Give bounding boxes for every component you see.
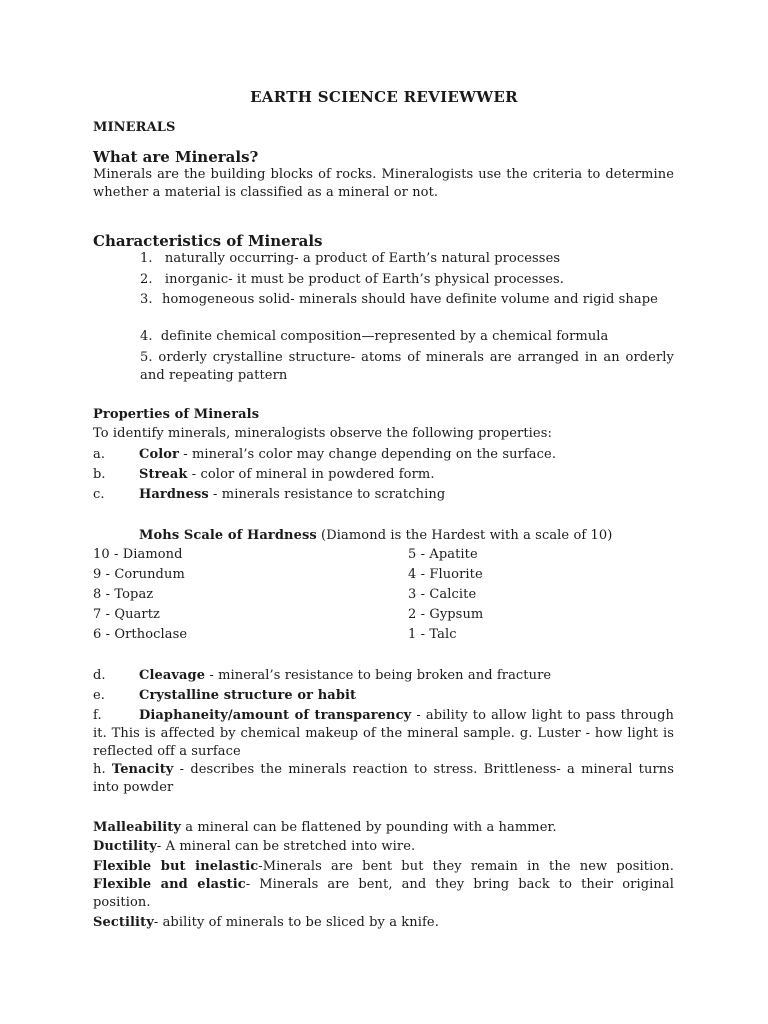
property-term: Hardness xyxy=(139,487,209,502)
term: Ductility xyxy=(93,839,157,854)
property-desc: - mineral’s color may change depending on the surface. xyxy=(178,447,557,462)
property-desc: - color of mineral in powdered form. xyxy=(187,467,435,482)
characteristic-item-1 xyxy=(140,250,560,268)
section-heading-minerals: MINERALS xyxy=(93,120,176,135)
property-desc: - mineral’s resistance to being broken and fracture xyxy=(205,668,552,683)
characteristic-item-5 xyxy=(140,349,674,385)
mohs-scale-heading xyxy=(139,527,612,545)
mohs-title: Mohs Scale of Hardness xyxy=(139,528,317,543)
property-f xyxy=(93,707,674,761)
mohs-left-3: 8 - Topaz xyxy=(93,587,154,602)
property-letter: f. xyxy=(93,708,102,723)
tenacity-ductility xyxy=(93,838,415,856)
property-letter: e. xyxy=(93,688,106,703)
item-number: 3. xyxy=(140,292,153,307)
item-text: inorganic- it must be product of Earth’s physical processes. xyxy=(164,272,565,287)
tenacity-sectility xyxy=(93,914,439,932)
property-c xyxy=(93,486,445,504)
property-term: Streak xyxy=(139,467,188,482)
property-d xyxy=(93,667,551,685)
property-desc: - ability to allow light to pass through it. This is affected by chemical makeup of the mineral sample. g. Luster - how light is reflected off a surface xyxy=(93,708,674,759)
item-number: 2. xyxy=(140,272,153,287)
property-term: Color xyxy=(139,447,179,462)
heading-characteristics: Characteristics of Minerals xyxy=(93,232,323,250)
item-number: 4. xyxy=(140,329,153,344)
property-letter: b. xyxy=(93,467,106,482)
item-text: definite chemical composition—represented by a chemical formula xyxy=(160,329,609,344)
property-letter: d. xyxy=(93,668,106,683)
term: Malleability xyxy=(93,820,182,835)
mohs-left-5: 6 - Orthoclase xyxy=(93,627,188,642)
characteristic-item-2 xyxy=(140,271,564,289)
heading-properties: Properties of Minerals xyxy=(93,407,260,422)
desc: - ability of minerals to be sliced by a knife. xyxy=(153,915,439,930)
characteristic-item-4 xyxy=(140,328,608,346)
mohs-right-5: 1 - Talc xyxy=(408,627,457,642)
mohs-left-4: 7 - Quartz xyxy=(93,607,160,622)
mohs-right-1: 5 - Apatite xyxy=(408,547,478,562)
desc: - Minerals are bent, and they bring back to their original position. xyxy=(93,877,674,910)
property-letter: a. xyxy=(93,447,106,462)
property-a xyxy=(93,446,556,464)
desc: - A mineral can be stretched into wire. xyxy=(156,839,416,854)
property-letter: c. xyxy=(93,487,105,502)
item-number: 1. xyxy=(140,251,153,266)
property-term: Cleavage xyxy=(139,668,206,683)
mohs-right-3: 3 - Calcite xyxy=(408,587,477,602)
properties-intro: To identify minerals, mineralogists observe the following properties: xyxy=(93,426,552,441)
property-term: Diaphaneity/amount of transparency xyxy=(139,708,412,723)
property-b xyxy=(93,466,435,484)
property-h xyxy=(93,761,674,797)
mohs-note: (Diamond is the Hardest with a scale of 10) xyxy=(316,528,613,543)
property-letter: h. xyxy=(93,762,106,777)
item-text: orderly crystalline structure- atoms of minerals are arranged in an orderly and repeating pattern xyxy=(140,350,674,383)
property-desc: - minerals resistance to scratching xyxy=(208,487,446,502)
term: Flexible and elastic xyxy=(93,877,246,892)
tenacity-flexible xyxy=(93,858,674,912)
property-desc: - describes the minerals reaction to stress. Brittleness- a mineral turns into powder xyxy=(93,762,674,795)
tenacity-malleability xyxy=(93,819,557,837)
characteristic-item-3 xyxy=(140,291,674,309)
what-are-minerals-text: Minerals are the building blocks of rocks. Mineralogists use the criteria to determine whether a material is classified as a mineral or not. xyxy=(93,167,674,200)
document-title: EARTH SCIENCE REVIEWWER xyxy=(250,88,518,106)
property-term: Crystalline structure or habit xyxy=(139,688,357,703)
mohs-right-2: 4 - Fluorite xyxy=(408,567,483,582)
property-e xyxy=(93,687,356,705)
heading-what-are-minerals: What are Minerals? xyxy=(93,148,259,166)
mohs-left-1: 10 - Diamond xyxy=(93,547,183,562)
term: Sectility xyxy=(93,915,154,930)
item-number: 5. xyxy=(140,350,153,365)
property-term: Tenacity xyxy=(111,762,174,777)
item-text: homogeneous solid- minerals should have definite volume and rigid shape xyxy=(162,292,658,307)
item-text: naturally occurring- a product of Earth’s natural processes xyxy=(164,251,561,266)
desc: -Minerals are bent but they remain in the new position. xyxy=(258,859,674,874)
mohs-left-2: 9 - Corundum xyxy=(93,567,185,582)
mohs-right-4: 2 - Gypsum xyxy=(408,607,484,622)
term: Flexible but inelastic xyxy=(93,859,259,874)
desc: a mineral can be flattened by pounding with a hammer. xyxy=(181,820,557,835)
